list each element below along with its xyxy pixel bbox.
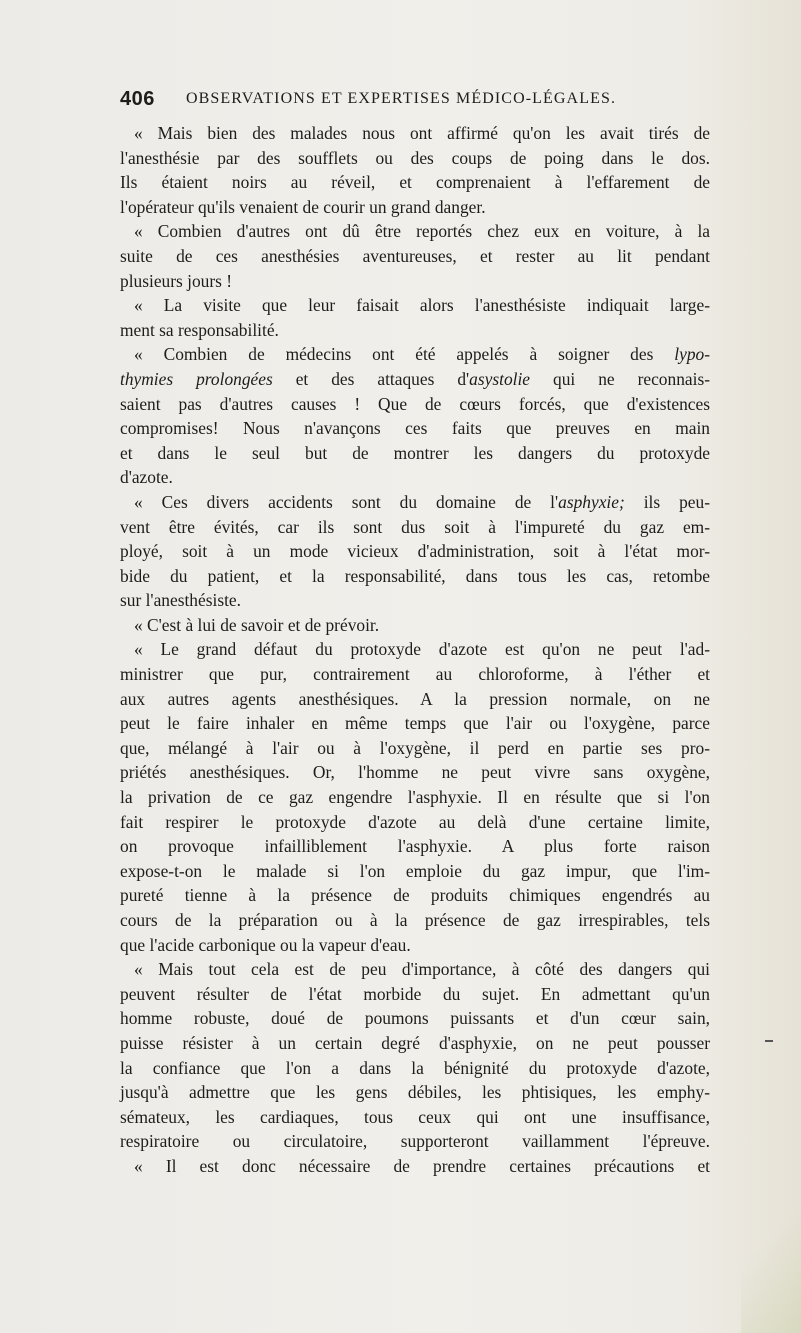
text-line (120, 367, 710, 392)
text-run: ployé, soit à un mode vicieux d'administration, soit à l'état mor- (120, 541, 710, 562)
text-line (120, 1080, 710, 1105)
text-line (120, 121, 710, 146)
text-line (120, 711, 710, 736)
text-run: qui ne reconnais- (530, 368, 711, 389)
text-line (120, 637, 710, 662)
text-run: ils peu- (624, 491, 710, 512)
italic-term: lypo- (674, 344, 710, 365)
text-line (120, 834, 710, 859)
text-line (120, 687, 710, 712)
text-run: ministrer que pur, contrairement au chloroforme, à l'éther et (120, 664, 710, 685)
text-line (120, 1129, 710, 1154)
text-run: puisse résister à un certain degré d'asphyxie, on ne peut pousser (120, 1032, 710, 1053)
text-line (120, 810, 710, 835)
text-run: on provoque infailliblement l'asphyxie. A plus forte raison (120, 836, 710, 857)
text-line (120, 1154, 710, 1179)
text-run: aux autres agents anesthésiques. A la pression normale, on ne (120, 688, 710, 709)
italic-term: asystolie (469, 368, 531, 389)
text-run: que l'acide carbonique ou la vapeur d'eau. (120, 934, 411, 955)
text-run: l'anesthésie par des soufflets ou des coups de poing dans le dos. (120, 147, 710, 168)
text-run: que, mélangé à l'air ou à l'oxygène, il perd en partie ses pro- (120, 737, 710, 758)
page-number: 406 (120, 88, 155, 110)
text-run: vent être évités, car ils sont dus soit à l'impureté du gaz em- (120, 516, 710, 537)
text-run: priétés anesthésiques. Or, l'homme ne peut vivre sans oxygène, (120, 762, 710, 783)
text-line (120, 1105, 710, 1130)
running-title: OBSERVATIONS ET EXPERTISES MÉDICO-LÉGALES. (186, 90, 617, 107)
text-run: bide du patient, et la responsabilité, dans tous les cas, retombe (120, 565, 710, 586)
text-run: la confiance que l'on a dans la bénignité du protoxyde d'azote, (120, 1057, 710, 1078)
text-line (120, 982, 710, 1007)
text-run: Ils étaient noirs au réveil, et comprenaient à l'effarement de (120, 172, 710, 193)
text-run: « Combien de médecins ont été appelés à soigner des (134, 344, 675, 365)
text-run: « C'est à lui de savoir et de prévoir. (134, 614, 380, 635)
text-line (120, 219, 710, 244)
text-line (120, 318, 710, 343)
text-run: homme robuste, doué de poumons puissants et d'un cœur sain, (120, 1008, 710, 1029)
text-line (120, 957, 710, 982)
text-line (120, 859, 710, 884)
text-line (120, 465, 710, 490)
text-line (120, 195, 710, 220)
text-run: ment sa responsabilité. (120, 319, 279, 340)
text-run: « La visite que leur faisait alors l'anesthésiste indiquait large- (134, 295, 710, 316)
text-line (120, 736, 710, 761)
text-line (120, 269, 710, 294)
text-run: compromises! Nous n'avançons ces faits que preuves en main (120, 418, 710, 439)
text-line (120, 416, 710, 441)
text-run: l'opérateur qu'ils venaient de courir un grand danger. (120, 196, 486, 217)
text-line (120, 342, 710, 367)
text-run: peuvent résulter de l'état morbide du sujet. En admettant qu'un (120, 983, 710, 1004)
text-run: « Il est donc nécessaire de prendre certaines précautions et (134, 1155, 710, 1176)
text-run: et dans le seul but de montrer les dangers du protoxyde (120, 442, 710, 463)
text-run: d'azote. (120, 467, 173, 488)
text-run: et des attaques d' (272, 368, 470, 389)
text-run: cours de la préparation ou à la présence de gaz irrespirables, tels (120, 910, 710, 930)
body-text (120, 121, 710, 1179)
text-line (120, 785, 710, 810)
margin-mark (765, 1040, 773, 1042)
text-run: pureté tienne à la présence de produits chimiques engendrés au (120, 885, 710, 906)
page-header (120, 88, 720, 112)
text-run: « Mais tout cela est de peu d'importance, à côté des dangers qui (134, 959, 710, 980)
text-line (120, 392, 710, 417)
text-run: expose-t-on le malade si l'on emploie du gaz impur, que l'im- (120, 860, 710, 881)
text-run: sémateux, les cardiaques, tous ceux qui ont une insuffisance, (120, 1106, 710, 1127)
text-run: « Ces divers accidents sont du domaine de l' (134, 491, 559, 512)
text-line (120, 1006, 710, 1031)
text-run: suite de ces anesthésies aventureuses, et rester au lit pendant (120, 245, 710, 266)
text-line (120, 244, 710, 269)
text-line (120, 515, 710, 540)
text-run: « Combien d'autres ont dû être reportés chez eux en voiture, à la (134, 221, 710, 242)
italic-term: asphyxie; (558, 491, 625, 512)
text-line (120, 441, 710, 466)
text-line (120, 760, 710, 785)
text-run: plusieurs jours ! (120, 270, 233, 291)
text-run: la privation de ce gaz engendre l'asphyxie. Il en résulte que si l'on (120, 787, 710, 808)
text-run: sur l'anesthésiste. (120, 590, 241, 611)
text-line (120, 293, 710, 318)
italic-term: thymies prolongées (120, 368, 273, 389)
text-run: jusqu'à admettre que les gens débiles, les phtisiques, les emphy- (120, 1082, 710, 1103)
text-run: saient pas d'autres causes ! Que de cœurs forcés, que d'existences (120, 393, 710, 414)
text-line (120, 539, 710, 564)
text-line (120, 883, 710, 908)
text-line (120, 490, 710, 515)
text-run: fait respirer le protoxyde d'azote au delà d'une certaine limite, (120, 811, 710, 832)
text-line (120, 1031, 710, 1056)
text-line (120, 170, 710, 195)
text-line (120, 908, 710, 933)
text-line (120, 662, 710, 687)
text-run: peut le faire inhaler en même temps que l'air ou l'oxygène, parce (120, 713, 710, 734)
text-line (120, 1056, 710, 1081)
page-edge-stain (741, 1180, 801, 1333)
text-line (120, 588, 710, 613)
text-line (120, 146, 710, 171)
text-line (120, 933, 710, 958)
text-run: « Mais bien des malades nous ont affirmé qu'on les avait tirés de (134, 123, 710, 143)
text-run: « Le grand défaut du protoxyde d'azote est qu'on ne peut l'ad- (134, 639, 710, 660)
text-line (120, 613, 710, 638)
text-line (120, 564, 710, 589)
text-run: respiratoire ou circulatoire, supporteront vaillamment l'épreuve. (120, 1131, 710, 1152)
